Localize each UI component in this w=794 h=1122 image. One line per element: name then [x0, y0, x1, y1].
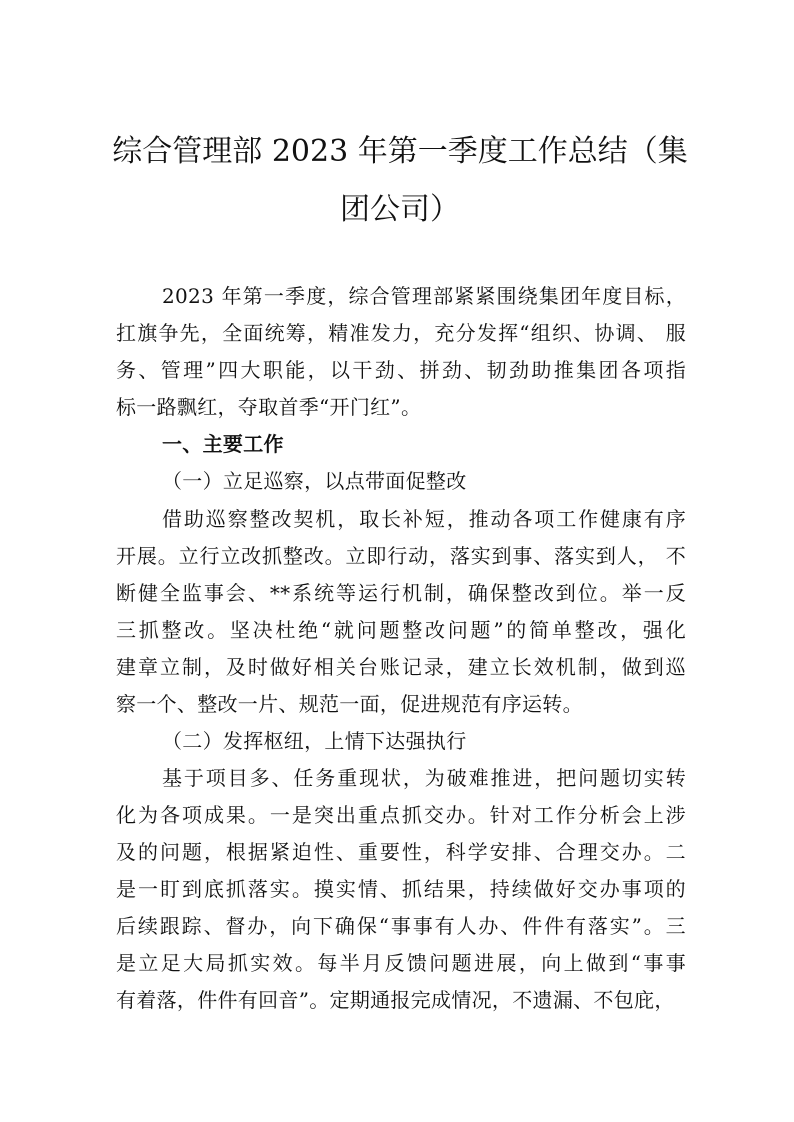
paragraph-line: 借助巡察整改契机，取长补短，推动各项工作健康有序	[162, 507, 686, 531]
subsection-heading-1: （一）立足巡察，以点带面促整改	[162, 469, 467, 493]
intro-line: 2023 年第一季度，综合管理部紧紧围绕集团年度目标，	[162, 284, 686, 308]
paragraph-line: 断健全监事会、**系统等运行机制，确保整改到位。举一反	[116, 581, 686, 605]
subsection-heading-2: （二）发挥枢纽，上情下达强执行	[162, 729, 467, 753]
intro-line: 标一路飘红，夺取首季“开门红”。	[116, 395, 422, 419]
paragraph-line: 基于项目多、任务重现状，为破难推进，把问题切实转	[162, 766, 686, 790]
document-title-line-1: 综合管理部 2023 年第一季度工作总结（集	[112, 134, 688, 169]
section-heading-main-work: 一、主要工作	[162, 432, 284, 456]
intro-line: 务、管理”四大职能，以干劲、拼劲、韧劲助推集团各项指	[116, 358, 686, 382]
paragraph-line: 三抓整改。坚决杜绝“就问题整改问题”的简单整改，强化	[116, 618, 686, 642]
paragraph-line: 及的问题，根据紧迫性、重要性，科学安排、合理交办。二	[116, 840, 686, 864]
document-title-line-2: 团公司）	[340, 192, 460, 227]
paragraph-line: 有着落，件件有回音”。定期通报完成情况，不遗漏、不包庇，	[116, 988, 675, 1012]
paragraph-line: 化为各项成果。一是突出重点抓交办。针对工作分析会上涉	[116, 803, 686, 827]
paragraph-line: 建章立制，及时做好相关台账记录，建立长效机制，做到巡	[116, 655, 686, 679]
paragraph-line: 开展。立行立改抓整改。立即行动，落实到事、落实到人， 不	[116, 544, 686, 568]
paragraph-line: 是一盯到底抓落实。摸实情、抓结果，持续做好交办事项的	[116, 877, 686, 901]
paragraph-line: 是立足大局抓实效。每半月反馈问题进展，向上做到“事事	[116, 951, 686, 975]
paragraph-line: 后续跟踪、督办，向下确保“事事有人办、件件有落实”。三	[116, 914, 686, 938]
intro-line: 扛旗争先，全面统筹，精准发力，充分发挥“组织、协调、 服	[116, 321, 686, 345]
paragraph-line: 察一个、整改一片、规范一面，促进规范有序运转。	[116, 692, 583, 716]
